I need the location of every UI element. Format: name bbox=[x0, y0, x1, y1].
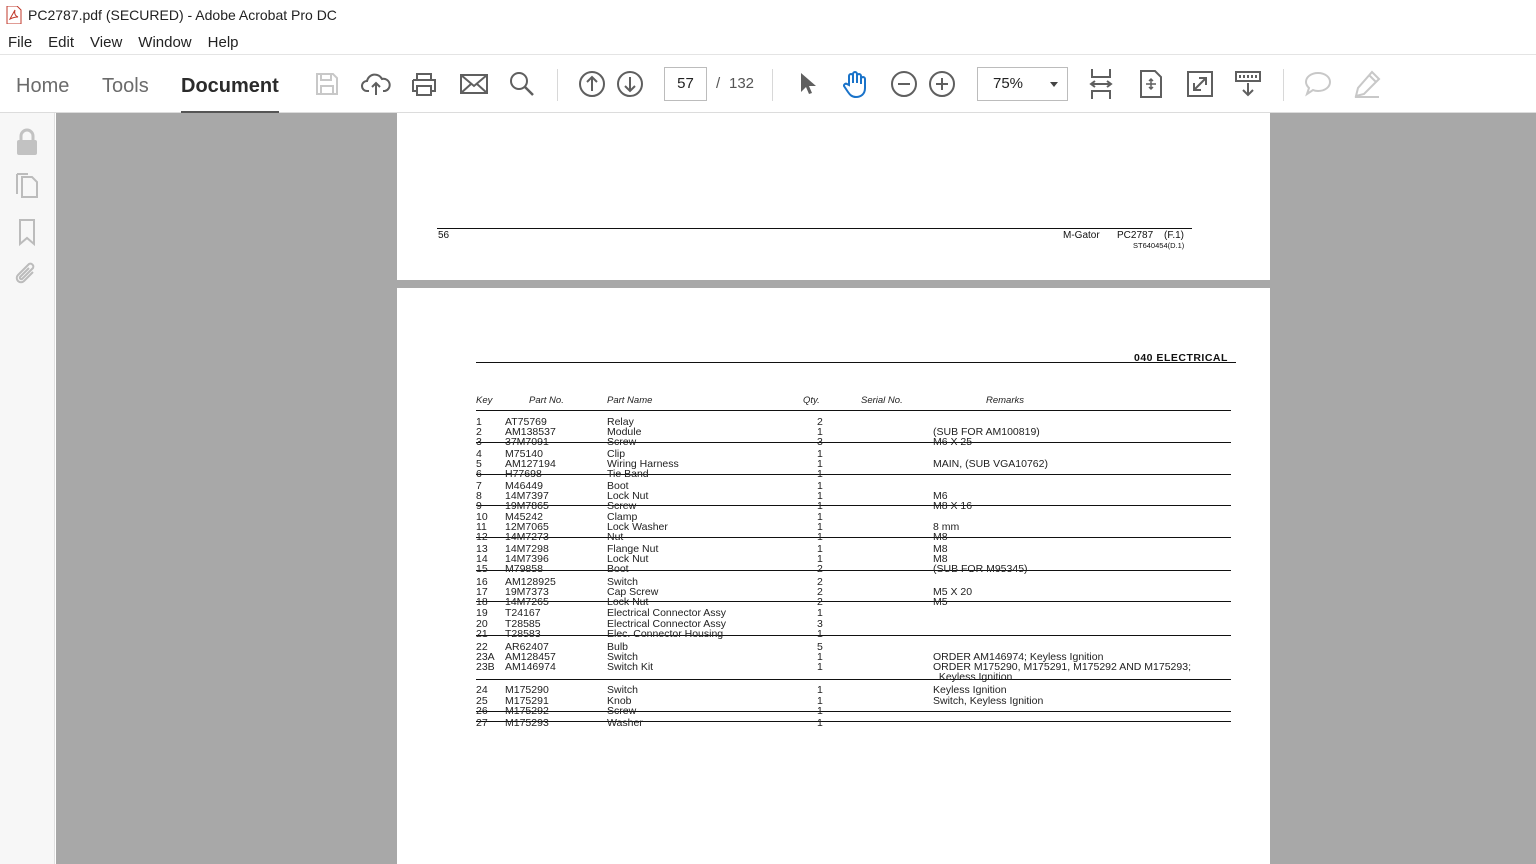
row-part-name: Relay bbox=[607, 416, 634, 428]
table-row bbox=[476, 512, 1231, 522]
table-row bbox=[476, 449, 1231, 459]
full-screen-icon[interactable] bbox=[1184, 68, 1216, 100]
table-row bbox=[476, 629, 1231, 639]
row-quantity: 1 bbox=[817, 705, 823, 717]
pdf-page-56 bbox=[397, 113, 1270, 280]
row-quantity: 1 bbox=[817, 458, 823, 470]
row-key: 23A bbox=[476, 651, 495, 663]
row-remarks: M6 bbox=[933, 490, 948, 502]
row-part-name: Lock Nut bbox=[607, 490, 649, 502]
row-quantity: 2 bbox=[817, 586, 823, 598]
row-quantity: 1 bbox=[817, 468, 823, 480]
row-part-number: M175291 bbox=[505, 695, 549, 707]
row-quantity: 1 bbox=[817, 628, 823, 640]
search-icon[interactable] bbox=[506, 68, 538, 100]
table-row bbox=[476, 554, 1231, 564]
row-part-number: AR62407 bbox=[505, 641, 549, 653]
footer-code: ST640454(D.1) bbox=[1133, 241, 1185, 250]
row-part-name: Clip bbox=[607, 448, 626, 460]
row-key: 6 bbox=[476, 468, 482, 480]
row-part-number: AM138537 bbox=[505, 426, 556, 438]
row-part-number: 14M7298 bbox=[505, 543, 549, 555]
row-remarks: ORDER AM146974; Keyless Ignition bbox=[933, 651, 1104, 663]
scrolling-mode-icon[interactable] bbox=[1085, 68, 1117, 100]
row-quantity: 1 bbox=[817, 480, 823, 492]
row-key: 16 bbox=[476, 576, 488, 588]
page-number: 56 bbox=[438, 230, 450, 241]
table-row bbox=[476, 608, 1231, 618]
table-row bbox=[476, 544, 1231, 554]
row-quantity: 1 bbox=[817, 500, 823, 512]
fit-page-icon[interactable] bbox=[1135, 68, 1167, 100]
read-mode-icon[interactable] bbox=[1232, 68, 1264, 100]
table-row bbox=[476, 481, 1231, 491]
zoom-out-icon[interactable] bbox=[888, 68, 920, 100]
hand-tool-icon[interactable] bbox=[839, 68, 871, 100]
row-key: 21 bbox=[476, 628, 488, 640]
menu-help[interactable]: Help bbox=[207, 33, 239, 51]
section-rule bbox=[476, 362, 1236, 363]
row-part-number: 14M7396 bbox=[505, 553, 549, 565]
row-remarks: M5 bbox=[933, 596, 948, 608]
row-part-number: M175293 bbox=[505, 717, 549, 729]
tab-tools[interactable]: Tools bbox=[102, 75, 149, 97]
table-row bbox=[476, 469, 1231, 479]
row-quantity: 2 bbox=[817, 596, 823, 608]
row-remarks: Keyless Ignition bbox=[933, 684, 1007, 696]
tab-home[interactable]: Home bbox=[16, 75, 70, 97]
table-group-rule bbox=[476, 410, 1231, 411]
row-part-name: Electrical Connector Assy bbox=[607, 618, 727, 630]
table-row bbox=[476, 532, 1231, 542]
section-title: 040 ELECTRICAL bbox=[1134, 352, 1228, 364]
row-part-number: T24167 bbox=[505, 607, 541, 619]
page-thumbnails-icon[interactable] bbox=[13, 172, 41, 200]
row-part-number: AM127194 bbox=[505, 458, 556, 470]
row-quantity: 1 bbox=[817, 448, 823, 460]
row-part-name: Tie Band bbox=[607, 468, 649, 480]
row-part-name: Electrical Connector Assy bbox=[607, 607, 727, 619]
highlight-pen-icon[interactable] bbox=[1351, 68, 1383, 100]
row-remarks: (SUB FOR AM100819) bbox=[933, 426, 1040, 438]
toolbar-divider bbox=[1283, 69, 1284, 101]
toolbar-divider bbox=[557, 69, 558, 101]
row-quantity: 1 bbox=[817, 607, 823, 619]
row-remarks: M8 bbox=[933, 543, 948, 555]
main-toolbar bbox=[0, 54, 1536, 113]
row-remarks: M5 X 20 bbox=[933, 586, 973, 598]
zoom-in-icon[interactable] bbox=[926, 68, 958, 100]
row-quantity: 1 bbox=[817, 661, 823, 673]
row-part-name: Boot bbox=[607, 563, 629, 575]
page-number-input[interactable]: 57 bbox=[664, 67, 707, 101]
row-quantity: 1 bbox=[817, 651, 823, 663]
row-remarks: Keyless Ignition bbox=[933, 671, 1013, 683]
col-header-qty: Qty. bbox=[803, 395, 820, 406]
zoom-dropdown[interactable] bbox=[977, 67, 1068, 101]
row-key: 17 bbox=[476, 586, 488, 598]
row-part-name: Lock Nut bbox=[607, 553, 649, 565]
col-header-serial-no: Serial No. bbox=[861, 395, 903, 406]
row-part-number: AM128925 bbox=[505, 576, 556, 588]
bookmark-icon[interactable] bbox=[13, 217, 41, 245]
row-part-number: M45242 bbox=[505, 511, 543, 523]
table-row bbox=[476, 577, 1231, 587]
row-remarks: MAIN, (SUB VGA10762) bbox=[933, 458, 1048, 470]
row-part-name: Switch bbox=[607, 684, 638, 696]
attachment-icon[interactable] bbox=[13, 261, 41, 289]
row-part-name: Flange Nut bbox=[607, 543, 659, 555]
row-quantity: 1 bbox=[817, 521, 823, 533]
row-part-name: Bulb bbox=[607, 641, 629, 653]
row-key: 14 bbox=[476, 553, 488, 565]
table-row bbox=[476, 437, 1231, 447]
row-key: 5 bbox=[476, 458, 482, 470]
table-row bbox=[476, 501, 1231, 511]
next-page-icon[interactable] bbox=[614, 68, 646, 100]
row-quantity: 1 bbox=[817, 543, 823, 555]
row-part-number: 19M7373 bbox=[505, 586, 549, 598]
row-part-name: Screw bbox=[607, 436, 637, 448]
table-row bbox=[476, 642, 1231, 652]
table-row bbox=[476, 459, 1231, 469]
menu-bar bbox=[0, 30, 1536, 54]
menu-view[interactable]: View bbox=[90, 33, 123, 51]
row-part-number: M175292 bbox=[505, 705, 549, 717]
comment-icon[interactable] bbox=[1302, 68, 1334, 100]
row-part-name: Clamp bbox=[607, 511, 638, 523]
row-part-number: 14M7397 bbox=[505, 490, 549, 502]
row-part-number: AM146974 bbox=[505, 661, 556, 673]
previous-page-icon[interactable] bbox=[576, 68, 608, 100]
table-row bbox=[476, 597, 1231, 607]
row-quantity: 1 bbox=[817, 426, 823, 438]
row-key: 25 bbox=[476, 695, 488, 707]
footer-model: M-Gator bbox=[1063, 230, 1100, 241]
row-part-name: Cap Screw bbox=[607, 586, 659, 598]
row-part-number: T28583 bbox=[505, 628, 541, 640]
row-part-name: Lock Nut bbox=[607, 596, 649, 608]
title-bar bbox=[0, 0, 1536, 30]
row-key: 26 bbox=[476, 705, 488, 717]
row-part-name: Screw bbox=[607, 705, 637, 717]
row-quantity: 1 bbox=[817, 490, 823, 502]
row-part-number: 14M7273 bbox=[505, 531, 549, 543]
row-quantity: 5 bbox=[817, 641, 823, 653]
row-part-number: 37M7091 bbox=[505, 436, 549, 448]
row-part-name: Knob bbox=[607, 695, 632, 707]
row-part-number: 12M7065 bbox=[505, 521, 549, 533]
row-quantity: 3 bbox=[817, 436, 823, 448]
row-part-name: Switch Kit bbox=[607, 661, 654, 673]
row-part-name: Washer bbox=[607, 717, 643, 729]
left-navigation-pane bbox=[0, 113, 55, 864]
table-row bbox=[476, 417, 1231, 427]
col-header-part-no: Part No. bbox=[529, 395, 564, 406]
row-key: 4 bbox=[476, 448, 482, 460]
chevron-down-icon bbox=[1050, 82, 1058, 87]
row-part-name: Wiring Harness bbox=[607, 458, 679, 470]
window-title: PC2787.pdf (SECURED) - Adobe Acrobat Pro DC bbox=[28, 7, 337, 23]
page-total: 132 bbox=[729, 75, 755, 92]
table-row bbox=[476, 491, 1231, 501]
row-key: 7 bbox=[476, 480, 482, 492]
row-part-name: Lock Washer bbox=[607, 521, 668, 533]
row-quantity: 1 bbox=[817, 531, 823, 543]
row-remarks: M6 X 25 bbox=[933, 436, 973, 448]
table-row bbox=[476, 672, 1231, 682]
email-icon[interactable] bbox=[458, 68, 490, 100]
row-part-number: M46449 bbox=[505, 480, 543, 492]
row-part-name: Screw bbox=[607, 500, 637, 512]
row-key: 9 bbox=[476, 500, 482, 512]
row-part-number: H77698 bbox=[505, 468, 542, 480]
row-quantity: 2 bbox=[817, 563, 823, 575]
row-part-number: AM128457 bbox=[505, 651, 556, 663]
row-key: 11 bbox=[476, 521, 487, 533]
row-part-name: Elec. Connector Housing bbox=[607, 628, 724, 640]
row-key: 10 bbox=[476, 511, 488, 523]
table-row bbox=[476, 587, 1231, 597]
footer-rule bbox=[437, 228, 1192, 229]
row-quantity: 3 bbox=[817, 618, 823, 630]
table-row bbox=[476, 662, 1231, 672]
row-part-name: Switch bbox=[607, 651, 638, 663]
row-key: 3 bbox=[476, 436, 482, 448]
footer-revision: (F.1) bbox=[1164, 230, 1184, 241]
row-quantity: 2 bbox=[817, 576, 823, 588]
row-part-name: Boot bbox=[607, 480, 629, 492]
row-part-number: T28585 bbox=[505, 618, 541, 630]
pdf-page-57 bbox=[397, 288, 1270, 864]
print-icon[interactable] bbox=[408, 68, 440, 100]
table-row bbox=[476, 696, 1231, 706]
table-row bbox=[476, 427, 1231, 437]
row-key: 12 bbox=[476, 531, 488, 543]
tab-document[interactable]: Document bbox=[181, 75, 279, 97]
row-remarks: M8 X 16 bbox=[933, 500, 973, 512]
row-key: 18 bbox=[476, 596, 488, 608]
row-key: 19 bbox=[476, 607, 488, 619]
row-part-number: 19M7865 bbox=[505, 500, 549, 512]
table-row bbox=[476, 564, 1231, 574]
row-part-name: Module bbox=[607, 426, 642, 438]
row-quantity: 1 bbox=[817, 684, 823, 696]
save-icon[interactable] bbox=[311, 68, 343, 100]
row-quantity: 2 bbox=[817, 416, 823, 428]
table-row bbox=[476, 619, 1231, 629]
row-remarks: Switch, Keyless Ignition bbox=[933, 695, 1044, 707]
row-part-name: Nut bbox=[607, 531, 624, 543]
row-part-number: M79858 bbox=[505, 563, 543, 575]
row-quantity: 1 bbox=[817, 511, 823, 523]
zoom-value: 75% bbox=[993, 75, 1024, 92]
col-header-remarks: Remarks bbox=[986, 395, 1025, 406]
footer-catalog: PC2787 bbox=[1117, 230, 1154, 241]
row-remarks: 8 mm bbox=[933, 521, 960, 533]
select-cursor-icon[interactable] bbox=[791, 68, 823, 100]
menu-file[interactable]: File bbox=[8, 33, 33, 51]
toolbar-divider bbox=[772, 69, 773, 101]
table-row bbox=[476, 706, 1231, 716]
page-separator: / bbox=[716, 75, 721, 92]
table-row bbox=[476, 522, 1231, 532]
pdf-file-icon bbox=[6, 6, 22, 24]
row-remarks: ORDER M175290, M175291, M175292 AND M175293; bbox=[933, 661, 1191, 673]
row-key: 24 bbox=[476, 684, 488, 696]
row-quantity: 1 bbox=[817, 553, 823, 565]
row-part-number: M75140 bbox=[505, 448, 543, 460]
table-row bbox=[476, 718, 1231, 728]
document-viewer[interactable] bbox=[56, 113, 1536, 864]
menu-window[interactable]: Window bbox=[138, 33, 192, 51]
lock-icon[interactable] bbox=[13, 127, 41, 155]
row-key: 13 bbox=[476, 543, 488, 555]
row-quantity: 1 bbox=[817, 695, 823, 707]
row-key: 8 bbox=[476, 490, 482, 502]
table-row bbox=[476, 685, 1231, 695]
row-remarks: M8 bbox=[933, 531, 948, 543]
cloud-upload-icon[interactable] bbox=[360, 68, 392, 100]
row-key: 22 bbox=[476, 641, 488, 653]
row-part-number: 14M7265 bbox=[505, 596, 549, 608]
row-key: 2 bbox=[476, 426, 482, 438]
row-part-number: M175290 bbox=[505, 684, 549, 696]
col-header-part-name: Part Name bbox=[607, 395, 653, 406]
row-key: 27 bbox=[476, 717, 488, 729]
row-quantity: 1 bbox=[817, 717, 823, 729]
row-key: 1 bbox=[476, 416, 482, 428]
row-part-number: AT75769 bbox=[505, 416, 547, 428]
col-header-key: Key bbox=[476, 395, 493, 406]
row-part-name: Switch bbox=[607, 576, 638, 588]
menu-edit[interactable]: Edit bbox=[48, 33, 75, 51]
row-key: 20 bbox=[476, 618, 488, 630]
row-key: 15 bbox=[476, 563, 488, 575]
row-key: 23B bbox=[476, 661, 495, 673]
row-remarks: (SUB FOR M95345) bbox=[933, 563, 1028, 575]
row-remarks: M8 bbox=[933, 553, 948, 565]
